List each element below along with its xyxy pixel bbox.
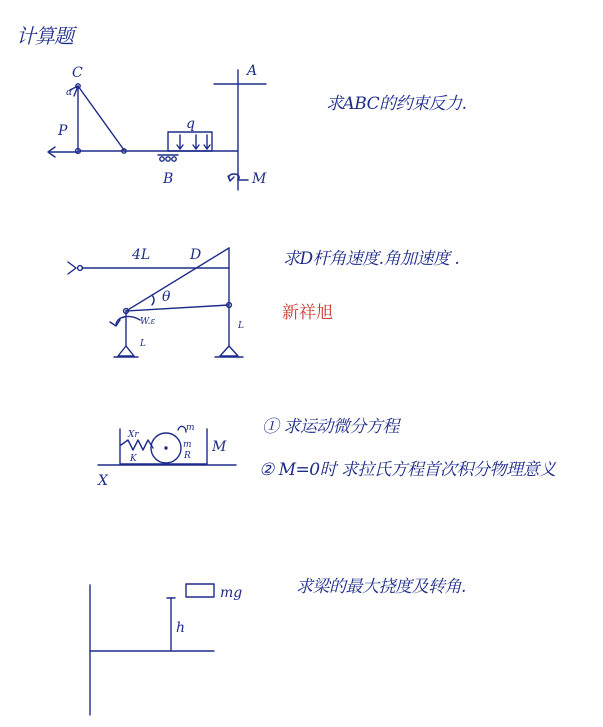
problem3-question-1: ① 求运动微分方程 bbox=[262, 417, 399, 437]
problem3-label-m-big: M bbox=[212, 439, 227, 455]
problem2-label-4l: 4L bbox=[132, 247, 151, 263]
problem2-label-d: D bbox=[190, 247, 202, 263]
problem2-label-theta: θ bbox=[162, 289, 171, 305]
problem1-label-angle: α bbox=[66, 88, 73, 98]
problem2-label-l-left: L bbox=[140, 339, 146, 349]
problem4-label-h: h bbox=[176, 620, 186, 636]
problem3-label-xr: Xr bbox=[128, 430, 139, 440]
problem1-label-m: M bbox=[252, 171, 267, 187]
problem1-frame-drawing bbox=[48, 70, 266, 190]
problem1-label-b: B bbox=[163, 171, 174, 187]
problem2-question: 求D杆角速度.角加速度 . bbox=[283, 249, 460, 269]
problem4-beam-drawing bbox=[90, 584, 214, 715]
problem1-label-q: q bbox=[186, 116, 195, 132]
problem1-question: 求ABC的约束反力. bbox=[326, 94, 467, 114]
problem3-label-m-small: m bbox=[186, 423, 195, 433]
problem4-question: 求梁的最大挠度及转角. bbox=[296, 577, 466, 597]
problem1-label-p: P bbox=[58, 123, 68, 139]
problem2-label-omega: W.ε bbox=[140, 317, 156, 327]
problem3-label-x-axis: X bbox=[98, 473, 108, 489]
problem1-label-c: C bbox=[72, 65, 83, 81]
problem2-linkage-drawing bbox=[68, 248, 243, 357]
problem3-question-2: ② M=0时 求拉氏方程首次积分物理意义 bbox=[259, 460, 556, 480]
problem3-label-k: K bbox=[130, 454, 137, 464]
problem2-label-l-right: L bbox=[238, 321, 244, 331]
problem3-label-r: R bbox=[184, 451, 191, 461]
problem3-label-m-inner: m bbox=[183, 440, 192, 450]
worksheet-heading: 计算题 bbox=[16, 24, 73, 48]
problem4-label-mg: mg bbox=[220, 585, 243, 601]
problem2-note: 新祥旭 bbox=[282, 303, 333, 323]
problem1-label-a: A bbox=[247, 63, 258, 79]
